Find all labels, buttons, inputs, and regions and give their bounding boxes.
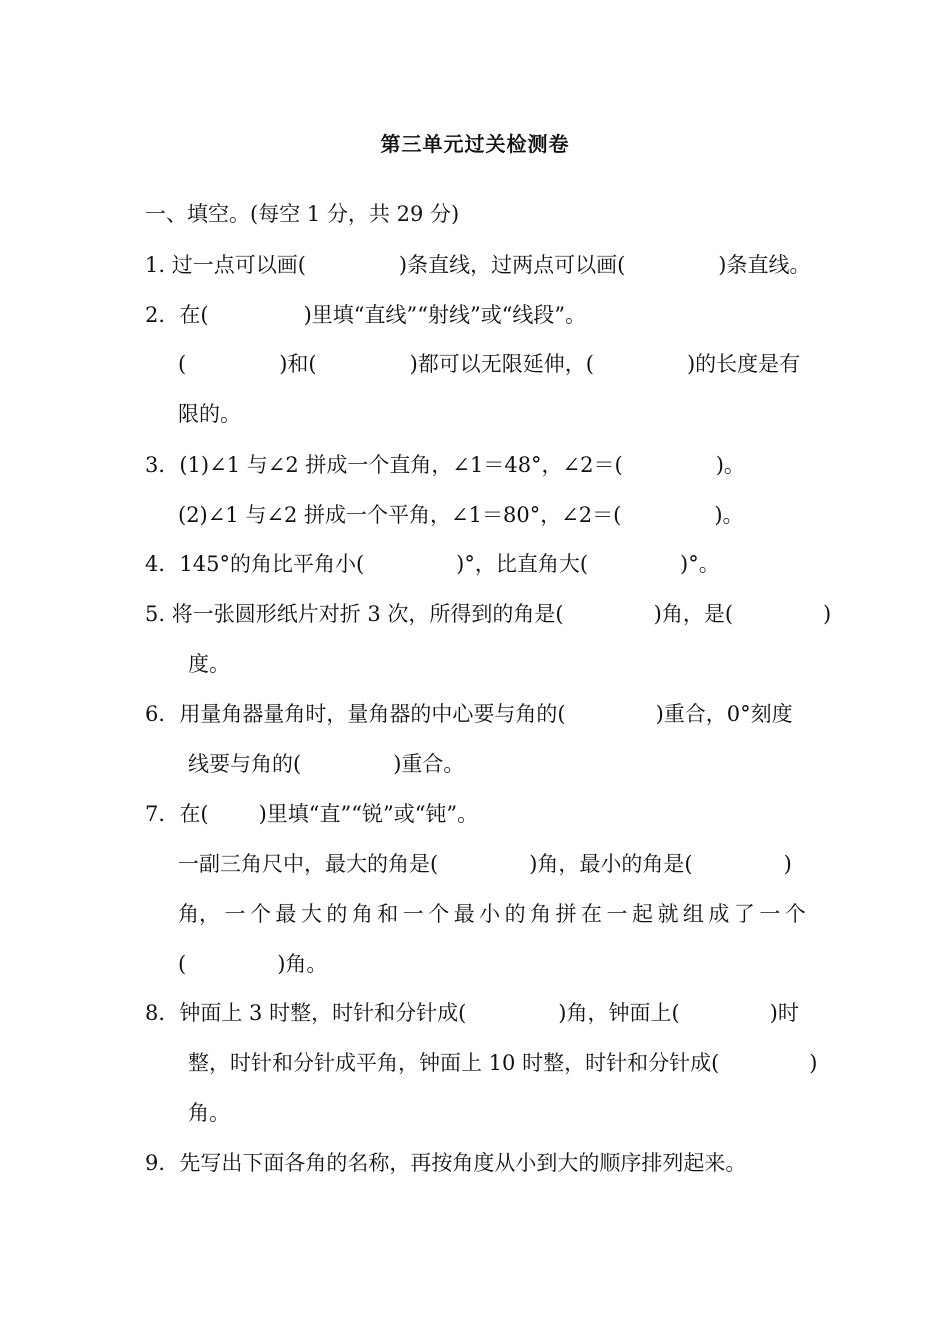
q7-l3-char: 在 (581, 902, 603, 926)
q7-l3-char: 一 (402, 902, 424, 926)
q7-l3-char: 个 (428, 902, 450, 926)
q7-l3-char: 了 (733, 902, 755, 926)
q5-text-a: 5. 将一张圆形纸片对折 3 次，所得到的角是( (145, 602, 564, 626)
q7-l3-char: 拼 (555, 902, 577, 926)
question-7-line-4 (178, 950, 327, 978)
question-7-line-2 (178, 850, 792, 878)
question-8-line-3: 角。 (188, 1101, 230, 1125)
q6-l2-a: 线要与角的( (188, 752, 302, 776)
q4-text-b: )°，比直角大( (456, 552, 589, 576)
question-6 (145, 700, 793, 728)
q3-p1-a: 3．(1)∠1 与∠2 拼成一个直角，∠1＝48°，∠2＝( (145, 453, 623, 477)
q8-l2-a: 整，时针和分针成平角，钟面上 10 时整，时针和分针成( (188, 1051, 720, 1075)
question-8 (145, 999, 799, 1027)
q7-l3-char: 一 (224, 902, 246, 926)
q7-l2-b: )角，最小的角是( (529, 852, 693, 876)
q7-l3-char: 一 (606, 902, 628, 926)
q7-l3-char: 角 (351, 902, 373, 926)
section-heading: 一、填空。(每空 1 分，共 29 分) (145, 202, 460, 226)
q4-text-c: )°。 (680, 552, 720, 576)
question-7 (145, 800, 478, 828)
q7-l3-char: 最 (453, 902, 475, 926)
q7-l3-char: 一 (759, 902, 781, 926)
q5-text-c: ) (823, 602, 832, 626)
question-8-line-2 (188, 1049, 817, 1077)
question-1 (145, 251, 811, 279)
q3-p1-b: )。 (715, 453, 745, 477)
question-2-line-3: 限的。 (178, 402, 241, 426)
q7-l3-char: 的 (326, 902, 348, 926)
q7-l4-b: )角。 (277, 952, 328, 976)
q2-text-b: )里填“直线”“射线”或“线段”。 (303, 303, 587, 327)
q7-l3-char: 的 (504, 902, 526, 926)
q3-p2-b: )。 (714, 503, 744, 527)
q8-text-c: )时 (769, 1001, 799, 1025)
q4-text-a: 4．145°的角比平角小( (145, 552, 365, 576)
q6-l2-b: )重合。 (393, 752, 465, 776)
question-5-line-2: 度。 (188, 652, 230, 676)
q8-text-a: 8．钟面上 3 时整，时针和分针成( (145, 1001, 467, 1025)
q1-text-b: )条直线，过两点可以画( (398, 253, 626, 277)
q6-text-b: )重合，0°刻度 (655, 702, 793, 726)
page-title: 第三单元过关检测卷 (380, 132, 570, 156)
q7-l3-char: 个 (249, 902, 271, 926)
q3-p2-a: (2)∠1 与∠2 拼成一个平角，∠1＝80°，∠2＝( (178, 503, 622, 527)
question-3-part-1 (145, 451, 745, 479)
q7-l3-char: 角 (530, 902, 552, 926)
question-4 (145, 550, 720, 578)
q2-l2-d: )的长度是有 (686, 352, 801, 376)
q8-l2-b: ) (809, 1051, 818, 1075)
q2-l2-c: )都可以无限延伸，( (409, 352, 594, 376)
question-2 (145, 301, 586, 329)
q7-l3-char: 大 (300, 902, 322, 926)
q7-text-b: )里填“直”“锐”或“钝”。 (258, 802, 479, 826)
question-7-line-3 (178, 900, 806, 928)
q1-text-c: )条直线。 (718, 253, 811, 277)
q7-l3-char: 成 (708, 902, 730, 926)
q8-text-b: )角，钟面上( (558, 1001, 680, 1025)
q7-text-a: 7．在( (145, 802, 209, 826)
q7-l3-char: 最 (275, 902, 297, 926)
q1-text-a: 1. 过一点可以画( (145, 253, 306, 277)
question-6-line-2 (188, 750, 464, 778)
q7-l3-char: 小 (479, 902, 501, 926)
question-9: 9．先写出下面各角的名称，再按角度从小到大的顺序排列起来。 (145, 1151, 747, 1175)
q7-l2-a: 一副三角尺中，最大的角是( (178, 852, 439, 876)
question-3-part-2 (178, 501, 744, 529)
question-5 (145, 600, 831, 628)
q7-l3-char: 个 (784, 902, 806, 926)
q7-l3-char: 和 (377, 902, 399, 926)
q7-l4-a: ( (178, 952, 187, 976)
q2-l2-b: )和( (279, 352, 317, 376)
question-2-line-2 (178, 350, 800, 378)
q7-l2-c: ) (783, 852, 792, 876)
q7-l3-char: 就 (657, 902, 679, 926)
q7-l3-char: 组 (682, 902, 704, 926)
q7-l3-char: 角， (178, 902, 220, 926)
q2-text-a: 2．在( (145, 303, 209, 327)
q6-text-a: 6．用量角器量角时，量角器的中心要与角的( (145, 702, 566, 726)
q2-l2-a: ( (178, 352, 187, 376)
q5-text-b: )角，是( (653, 602, 734, 626)
q7-l3-char: 起 (631, 902, 653, 926)
